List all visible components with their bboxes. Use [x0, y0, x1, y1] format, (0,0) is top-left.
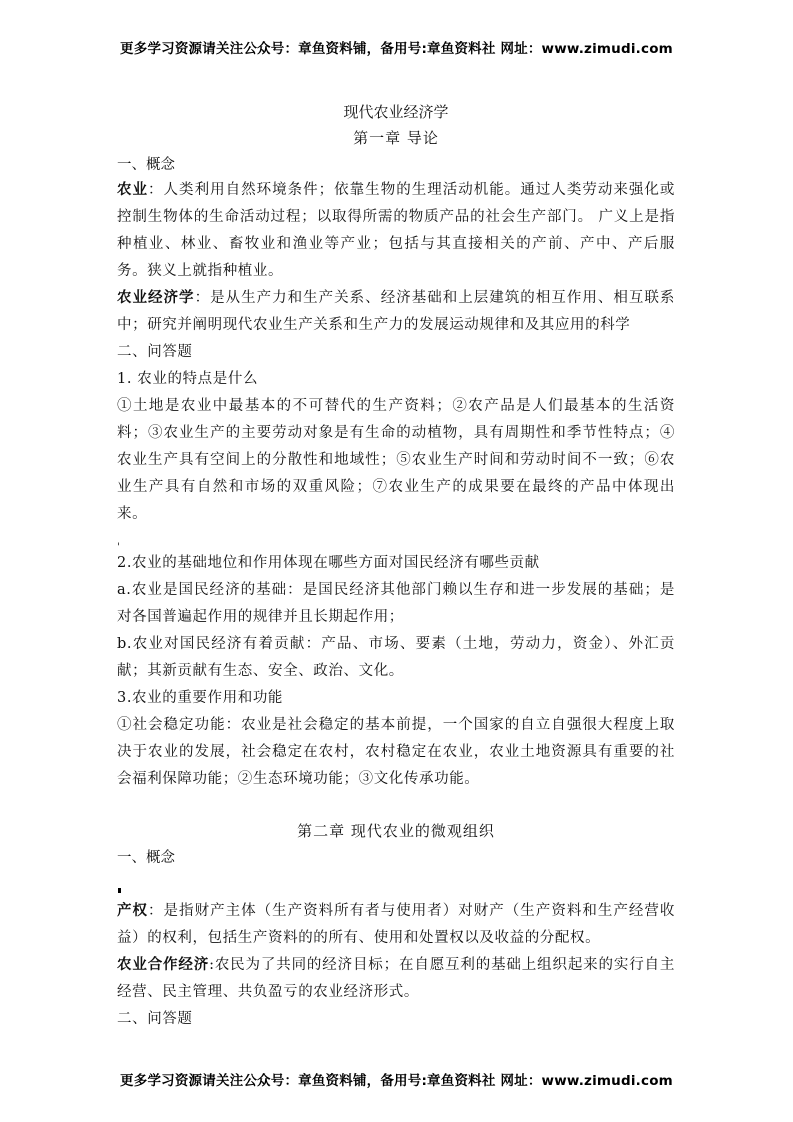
- answer-3: ①社会稳定功能：农业是社会稳定的基本前提，一个国家的自立自强很大程度上取决于农业的发展，社会稳定在农村，农村稳定在农业，农业土地资源具有重要的社会福利保障功能；②生态环境功能；③文化传承功能。: [117, 717, 675, 787]
- question-2: 2.农业的基础地位和作用体现在哪些方面对国民经济有哪些贡献: [117, 555, 540, 571]
- document-body: [117, 100, 675, 1033]
- dot-icon: [118, 888, 121, 893]
- definition-property-rights: [117, 898, 675, 952]
- definition-text: ：人类利用自然环境条件；依靠生物的生理活动机能。通过人类劳动来强化或控制生物体的生命活动过程；以取得所需的物质产品的社会生产部门。 广义上是指种植业、林业、畜牧业和渔业等产业；包括与其直接相关的产前、产中、产后服务。狭义上就指种植业。: [117, 182, 675, 279]
- definition-term: 农业合作经济: [117, 957, 210, 973]
- chapter-2-section-concepts: 一、概念: [117, 850, 175, 866]
- answer-1: ①土地是农业中最基本的不可替代的生产资料；②农产品是人们最基本的生活资料；③农业生产的主要劳动对象是有生命的动植物，具有周期性和季节性特点；④农业生产具有空间上的分散性和地域性；⑤农业生产时间和劳动时间不一致；⑥农业生产具有自然和市场的双重风险；⑦农业生产的成果要在最终的产品中体现出来。: [117, 398, 675, 522]
- chapter-1-section-concepts: 一、概念: [117, 157, 175, 173]
- header-banner: 更多学习资源请关注公众号：章鱼资料铺，备用号:章鱼资料社 网址：www.zimudi.com: [120, 41, 673, 57]
- definition-text: ：是从生产力和生产关系、经济基础和上层建筑的相互作用、相互联系中；研究并阐明现代农业生产关系和生产力的发展运动规律和及其应用的科学: [117, 290, 675, 333]
- definition-text: ：是指财产主体（生产资料所有者与使用者）对财产（生产资料和生产经营收益）的权利，包括生产资料的的所有、使用和处置权以及收益的分配权。: [117, 903, 675, 946]
- definition-agriculture: [117, 177, 675, 285]
- definition-term: 农业经济学: [117, 290, 195, 306]
- chapter-1-section-qa: 二、问答题: [117, 344, 193, 360]
- definition-term: 农业: [117, 182, 149, 198]
- stray-mark: ': [117, 542, 120, 553]
- definition-cooperative-economy: [117, 952, 675, 1006]
- document-title: 现代农业经济学: [343, 103, 449, 121]
- chapter-2-section-qa: 二、问答题: [117, 1011, 193, 1027]
- footer-banner: 更多学习资源请关注公众号：章鱼资料铺，备用号:章鱼资料社 网址：www.zimudi.com: [120, 1073, 673, 1089]
- bullet-mark: [117, 870, 675, 898]
- answer-2a: a.农业是国民经济的基础：是国民经济其他部门赖以生存和进一步发展的基础；是对各国普遍起作用的规律并且长期起作用；: [117, 582, 675, 625]
- answer-2b: b.农业对国民经济有着贡献：产品、市场、要素（土地，劳动力，资金）、外汇贡献；其新贡献有生态、安全、政治、文化。: [117, 636, 675, 679]
- question-3: 3.农业的重要作用和功能: [117, 690, 284, 706]
- definition-text: :农民为了共同的经济目标；在自愿互利的基础上组织起来的实行自主经营、民主管理、共负盈亏的农业经济形式。: [117, 957, 675, 1000]
- question-1: 1. 农业的特点是什么: [117, 371, 259, 387]
- chapter-1-title: 第一章 导论: [353, 129, 439, 147]
- chapter-2-title: 第二章 现代农业的微观组织: [297, 822, 495, 840]
- definition-term: 产权: [117, 903, 149, 919]
- definition-agri-economics: [117, 285, 675, 339]
